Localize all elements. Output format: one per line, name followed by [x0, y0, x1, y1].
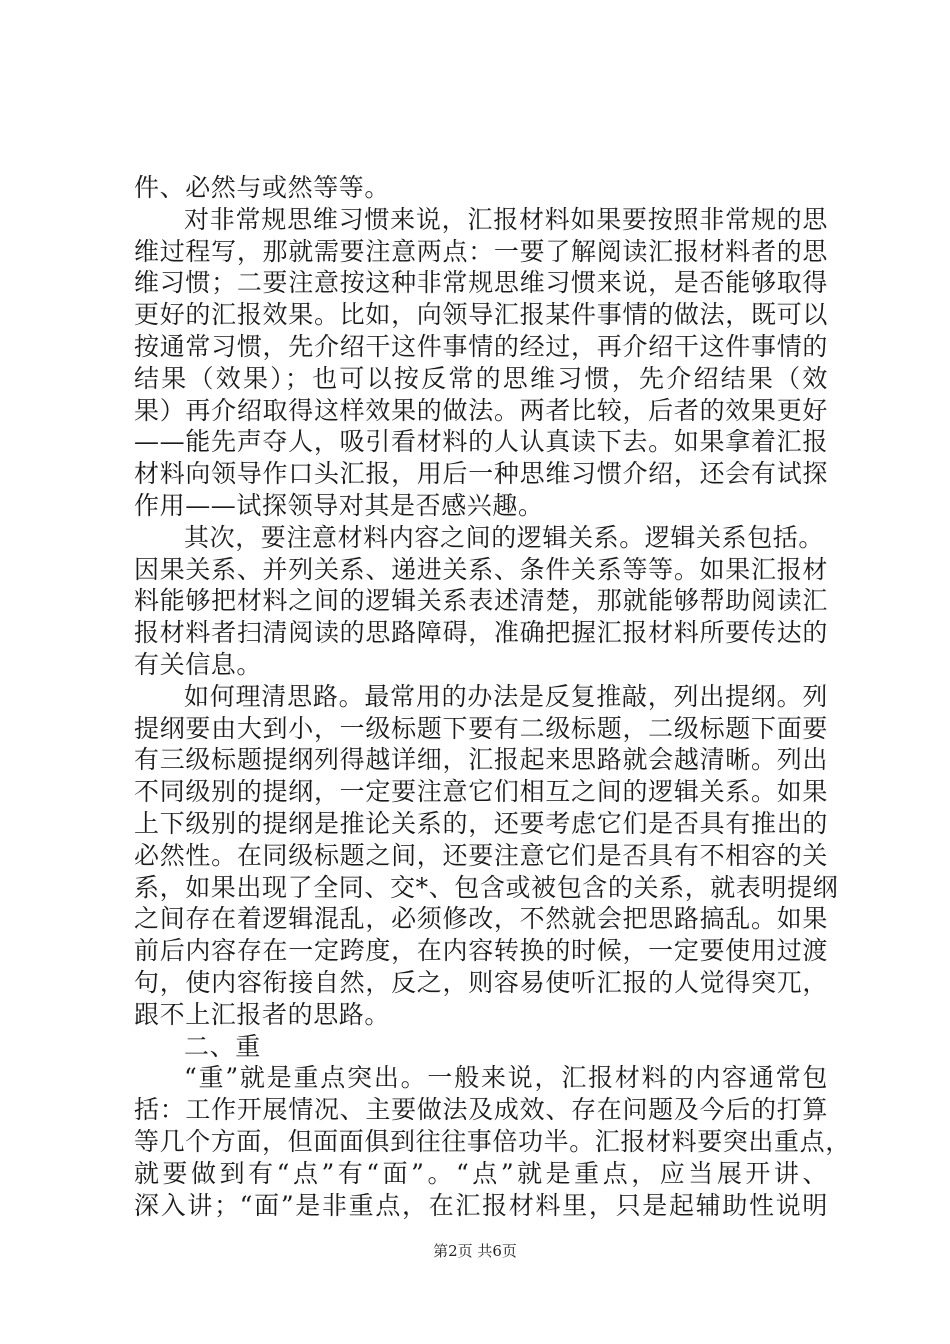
text-line: 括：工作开展情况、主要做法及成效、存在问题及今后的打算	[134, 1095, 828, 1125]
paragraph-start-line: 对非常规思维习惯来说，汇报材料如果要按照非常规的思	[184, 204, 828, 234]
text-line: 之间存在着逻辑混乱，必须修改，不然就会把思路搞乱。如果	[134, 904, 828, 934]
text-line: 深入讲；“面”是非重点，在汇报材料里，只是起辅助性说明	[134, 1190, 828, 1220]
section-heading: 二、重	[184, 1031, 261, 1061]
text-line: 就要做到有“点”有“面”。“点”就是重点，应当展开讲、	[134, 1158, 828, 1188]
text-line: 上下级别的提纲是推论关系的，还要考虑它们是否具有推出的	[134, 808, 828, 838]
text-line: 果）再介绍取得这样效果的做法。两者比较，后者的效果更好	[134, 395, 828, 425]
text-line: 结果（效果）；也可以按反常的思维习惯，先介绍结果（效	[134, 363, 828, 393]
text-line: 更好的汇报效果。比如，向领导汇报某件事情的做法，既可以	[134, 300, 828, 330]
page-number-footer: 第2页 共6页	[433, 1242, 517, 1260]
paragraph-start-line: 其次，要注意材料内容之间的逻辑关系。逻辑关系包括。	[184, 522, 825, 552]
text-line: 维过程写，那就需要注意两点：一要了解阅读汇报材料者的思	[134, 236, 828, 266]
text-line: 有关信息。	[134, 649, 263, 679]
text-line: 作用——试探领导对其是否感兴趣。	[134, 490, 544, 520]
paragraph-start-line: 如何理清思路。最常用的办法是反复推敲，列出提纲。列	[184, 681, 828, 711]
text-line: 必然性。在同级标题之间，还要注意它们是否具有不相容的关	[134, 840, 828, 870]
text-line: 等几个方面，但面面俱到往往事倍功半。汇报材料要突出重点，	[134, 1126, 851, 1156]
text-line: 有三级标题提纲列得越详细，汇报起来思路就会越清晰。列出	[134, 745, 828, 775]
text-line: 不同级别的提纲，一定要注意它们相互之间的逻辑关系。如果	[134, 777, 828, 807]
text-line: 料能够把材料之间的逻辑关系表述清楚，那就能够帮助阅读汇	[134, 586, 828, 616]
text-line: 报材料者扫清阅读的思路障碍，准确把握汇报材料所要传达的	[134, 618, 828, 648]
text-line: 件、必然与或然等等。	[134, 173, 391, 202]
document-body	[134, 172, 851, 1221]
paragraph-start-line: “重”就是重点突出。一般来说，汇报材料的内容通常包	[184, 1063, 828, 1093]
text-line: 系，如果出现了全同、交*、包含或被包含的关系，就表明提纲	[134, 872, 839, 902]
text-line: 前后内容存在一定跨度，在内容转换的时候，一定要使用过渡	[134, 936, 828, 966]
text-line: 提纲要由大到小，一级标题下要有二级标题，二级标题下面要	[134, 713, 828, 743]
text-line: 跟不上汇报者的思路。	[134, 999, 391, 1029]
text-line: 维习惯；二要注意按这种非常规思维习惯来说，是否能够取得	[134, 268, 828, 298]
text-line: 材料向领导作口头汇报，用后一种思维习惯介绍，还会有试探	[134, 459, 828, 489]
text-line: ——能先声夺人，吸引看材料的人认真读下去。如果拿着汇报	[134, 427, 828, 457]
text-line: 句，使内容衔接自然，反之，则容易使听汇报的人觉得突兀，	[134, 967, 828, 997]
text-line: 因果关系、并列关系、递进关系、条件关系等等。如果汇报材	[134, 554, 828, 584]
text-line: 按通常习惯，先介绍干这件事情的经过，再介绍干这件事情的	[134, 331, 828, 361]
